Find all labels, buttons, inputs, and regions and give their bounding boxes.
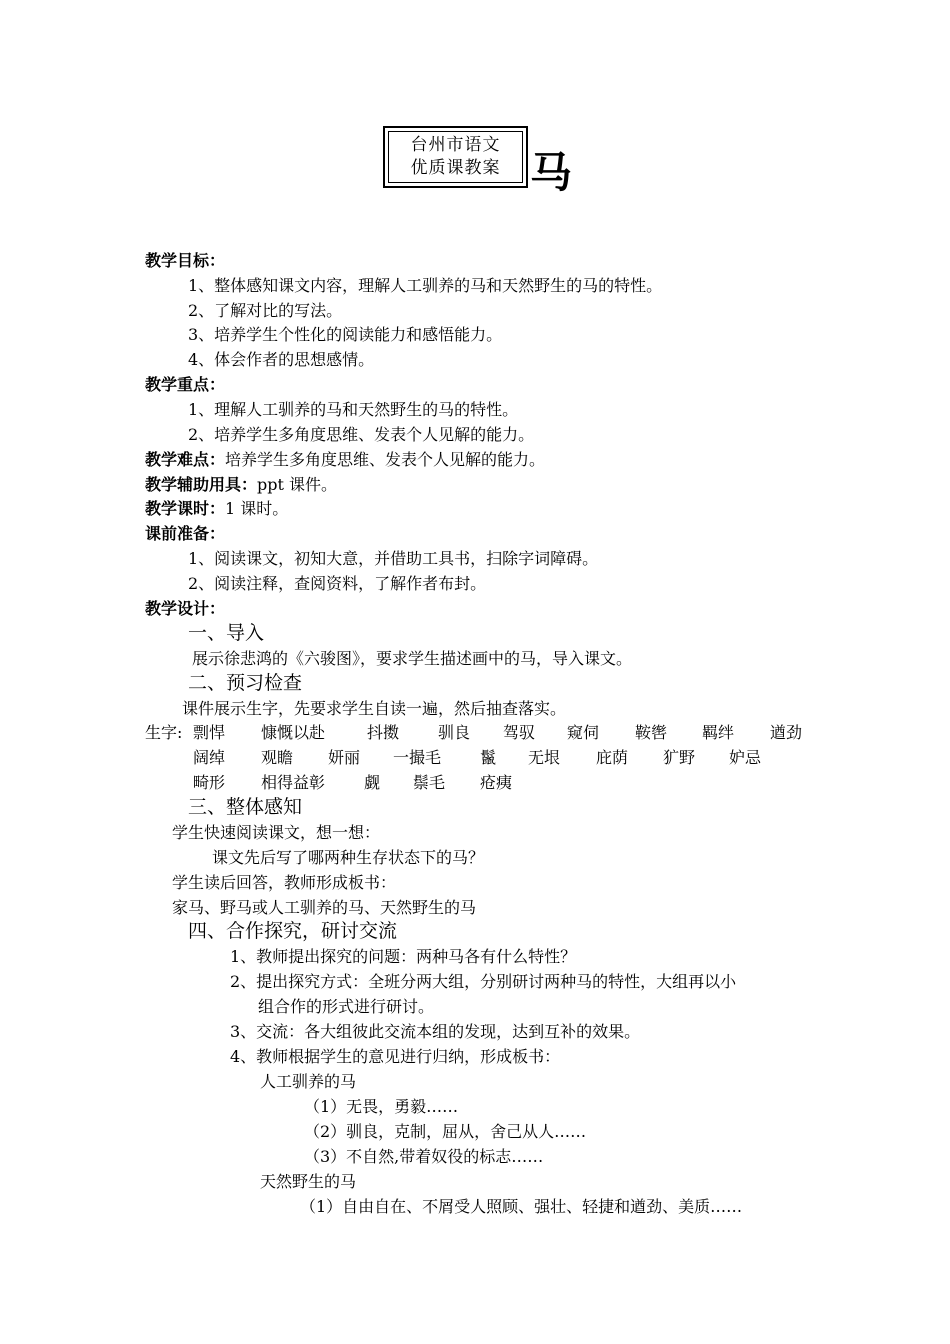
inquiry-item: 4、教师根据学生的意见进行归纳，形成板书： — [230, 1047, 561, 1066]
vocab-word: 畸形 — [193, 773, 226, 792]
wild-horse-title: 天然野生的马 — [260, 1172, 357, 1191]
vocab-word: 无垠 — [528, 748, 561, 767]
domestic-trait: （3）不自然,带着奴役的标志…… — [304, 1147, 544, 1166]
overview-line: 学生快速阅读课文，想一想： — [172, 823, 381, 842]
vocab-label: 生字: — [145, 723, 183, 742]
hours-line — [145, 498, 288, 520]
goal-item: 2、了解对比的写法。 — [188, 301, 343, 320]
vocab-word: 慷慨以赴 — [261, 723, 326, 742]
inquiry-item: 1、教师提出探究的问题：两种马各有什么特性？ — [230, 947, 577, 966]
wild-trait: （1）自由自在、不屑受人照顾、强壮、轻捷和遒劲、美质…… — [300, 1197, 743, 1216]
tools-heading: 教学辅助用具： — [145, 475, 258, 494]
document-title: 马 — [530, 148, 573, 197]
vocab-word: 妍丽 — [328, 748, 361, 767]
vocab-word: 羁绊 — [702, 723, 735, 742]
domestic-horse-title: 人工驯养的马 — [260, 1072, 357, 1091]
section-preview-title: 二、预习检查 — [188, 672, 303, 694]
keypoint-item: 1、理解人工驯养的马和天然野生的马的特性。 — [188, 400, 519, 419]
vocab-word: 觑 — [364, 773, 381, 792]
keypoint-item: 2、培养学生多角度思维、发表个人见解的能力。 — [188, 425, 535, 444]
tools-line — [145, 474, 337, 496]
section-intro-title: 一、导入 — [188, 622, 265, 644]
design-heading: 教学设计： — [145, 599, 226, 618]
vocab-row-3 — [145, 772, 825, 794]
section-overview-title: 三、整体感知 — [188, 796, 303, 818]
overview-line: 学生读后回答，教师形成板书： — [172, 873, 397, 892]
overview-line: 课文先后写了哪两种生存状态下的马？ — [212, 848, 485, 867]
quality-lesson-stamp — [383, 126, 528, 188]
overview-line: 家马、野马或人工驯养的马、天然野生的马 — [172, 898, 477, 917]
hours-text: 1 课时。 — [225, 499, 289, 518]
vocab-word: 窥伺 — [567, 723, 600, 742]
hours-heading: 教学课时： — [145, 499, 226, 518]
vocab-word: 驾驭 — [503, 723, 536, 742]
difficulty-line — [145, 449, 545, 471]
goals-heading: 教学目标： — [145, 251, 226, 270]
section-intro-text: 展示徐悲鸿的《六骏图》，要求学生描述画中的马，导入课文。 — [192, 649, 633, 668]
tools-text: ppt 课件。 — [257, 475, 338, 494]
prep-item: 1、阅读课文，初知大意，并借助工具书，扫除字词障碍。 — [188, 549, 599, 568]
vocab-word: 鬃毛 — [413, 773, 446, 792]
difficulty-text: 培养学生多角度思维、发表个人见解的能力。 — [225, 450, 546, 469]
vocab-word: 观瞻 — [261, 748, 294, 767]
vocab-word: 鞍辔 — [635, 723, 668, 742]
prep-heading: 课前准备： — [145, 524, 226, 543]
stamp-line-2: 优质课教案 — [410, 158, 501, 178]
goal-item: 4、体会作者的思想感情。 — [188, 350, 375, 369]
keypoints-heading: 教学重点： — [145, 375, 226, 394]
inquiry-item: 3、交流：各大组彼此交流本组的发现，达到互补的效果。 — [230, 1022, 641, 1041]
section-inquiry-title: 四、合作探究，研讨交流 — [188, 920, 398, 942]
inquiry-item: 2、提出探究方式：全班分两大组，分别研讨两种马的特性，大组再以小 — [230, 972, 737, 991]
vocab-word: 一撮毛 — [393, 748, 442, 767]
vocab-word: 驯良 — [438, 723, 471, 742]
difficulty-heading: 教学难点： — [145, 450, 226, 469]
vocab-word: 遒劲 — [770, 723, 803, 742]
vocab-word: 鬣 — [480, 748, 497, 767]
inquiry-item-continued: 组合作的形式进行研讨。 — [258, 997, 435, 1016]
prep-item: 2、阅读注释，查阅资料，了解作者布封。 — [188, 574, 487, 593]
section-preview-text: 课件展示生字，先要求学生自读一遍，然后抽查落实。 — [182, 699, 567, 718]
stamp-inner-frame — [388, 131, 523, 183]
vocab-row-1 — [145, 722, 825, 744]
vocab-word: 阔绰 — [193, 748, 226, 767]
vocab-word: 犷野 — [663, 748, 696, 767]
vocab-word: 相得益彰 — [261, 773, 326, 792]
vocab-word: 抖擞 — [367, 723, 400, 742]
vocab-word: 妒忌 — [729, 748, 762, 767]
vocab-word: 剽悍 — [193, 723, 226, 742]
domestic-trait: （2）驯良，克制，屈从，舍己从人…… — [304, 1122, 587, 1141]
vocab-row-2 — [145, 747, 825, 769]
goal-item: 3、培养学生个性化的阅读能力和感悟能力。 — [188, 325, 503, 344]
domestic-trait: （1）无畏，勇毅…… — [304, 1097, 459, 1116]
vocab-word: 庇荫 — [596, 748, 629, 767]
goal-item: 1、整体感知课文内容，理解人工驯养的马和天然野生的马的特性。 — [188, 276, 663, 295]
vocab-word: 疮痍 — [480, 773, 513, 792]
stamp-line-1: 台州市语文 — [410, 135, 501, 155]
